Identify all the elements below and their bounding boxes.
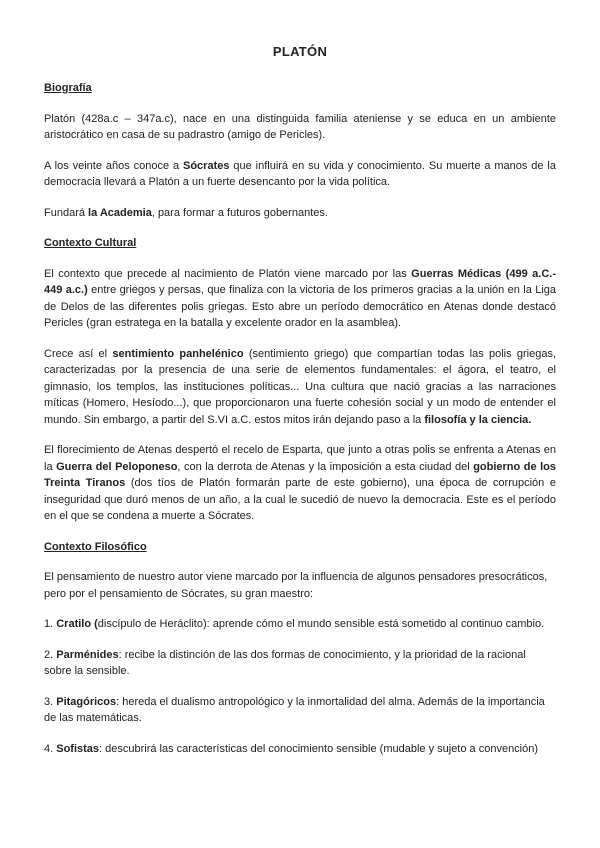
bold-term: Sofistas — [56, 742, 100, 755]
section-heading-biografia: Biografía — [44, 82, 92, 94]
bold-term: Sócrates — [183, 159, 230, 172]
list-item: 4. Sofistas: descubrirá las características del conocimiento sensible (mudable y sujeto a convención) — [44, 742, 539, 755]
section-heading-contexto-cultural: Contexto Cultural — [44, 237, 137, 249]
bold-term: la Academia — [88, 206, 152, 219]
bold-term: Parménides — [56, 648, 119, 661]
section-heading-contexto-filosofico: Contexto Filosófico — [44, 540, 147, 553]
paragraph: El contexto que precede al nacimiento de Platón viene marcado por las Guerras Médicas (499 a.C.- 449 a.c.) entre griegos y persas, que finaliza con la victoria de los primeros gracias a la unión en la Liga de Delos de las diferentes polis griegas. Esto abre un período democrático en Atenas donde destacó Pericles (gran estratega en la batalla y excelente orador en la asamblea). — [44, 267, 556, 329]
paragraph: El pensamiento de nuestro autor viene marcado por la influencia de algunos pensadores presocráticos, pero por el pensamiento de Sócrates, su gran maestro: — [44, 571, 548, 600]
bold-term: Guerras Médicas (499 a.C.- 449 a.c.) — [44, 267, 556, 296]
bold-term: Cratilo ( — [56, 618, 98, 630]
paragraph: Platón (428a.c – 347a.c), nace en una distinguida familia ateniense y se educa en un ambiente aristocrático en casa de su padrastro (amigo de Pericles). — [44, 112, 556, 141]
bold-term: sentimiento panhelénico — [112, 347, 244, 360]
bold-term: filosofía y la ciencia. — [424, 413, 532, 426]
page-title: PLATÓN — [272, 44, 328, 59]
list-item: 3. Pitagóricos: hereda el dualismo antropológico y la inmortalidad del alma. Además de la importancia de las matemáticas. — [44, 695, 545, 724]
paragraph: A los veinte años conoce a Sócrates que influirá en su vida y conocimiento. Su muerte a manos de la democracia llevará a Platón a un fuerte desencanto por la vida política. — [44, 159, 556, 188]
list-item: 1. Cratilo (discípulo de Heráclito): aprende cómo el mundo sensible está sometido al continuo cambio. — [44, 618, 545, 630]
document-body — [44, 80, 556, 771]
list-item: 2. Parménides: recibe la distinción de las dos formas de conocimiento, y la prioridad de la racional sobre la sensible. — [44, 648, 526, 677]
bold-term: Pitagóricos — [56, 695, 117, 708]
paragraph: Fundará la Academia, para formar a futuros gobernantes. — [44, 206, 328, 219]
paragraph: El florecimiento de Atenas despertó el recelo de Esparta, que junto a otras polis se enfrenta a Atenas en la Guerra del Peloponeso, con la derrota de Atenas y la imposición a esta ciudad del gobierno de los Treinta Tiranos (dos tíos de Platón formarán parte de este gobierno), una época de corrupción e inseguridad que duró menos de un año, a la cual le sucedió de nuevo la democracia. Este es el período en el que se condena a muerte a Sócrates. — [44, 444, 556, 522]
bold-term: Guerra del Peloponeso — [56, 460, 178, 473]
paragraph: Crece así el sentimiento panhelénico (sentimiento griego) que compartían todas las polis griegas, caracterizadas por la presencia de una serie de elementos fundamentales: el ágora, el teatro, el gimnasio, los templos, las instituciones políticas... Una cultura que nació gracias a las narraciones míticas (Homero, Hesíodo...), que proporcionaron una fuerte cohesión social y un modo de entender el mundo. Sin embargo, a partir del S.VI a.C. estos mitos irán dejando paso a la filosofía y la ciencia. — [44, 347, 556, 426]
bold-term: gobierno de los Treinta Tiranos — [44, 460, 556, 489]
